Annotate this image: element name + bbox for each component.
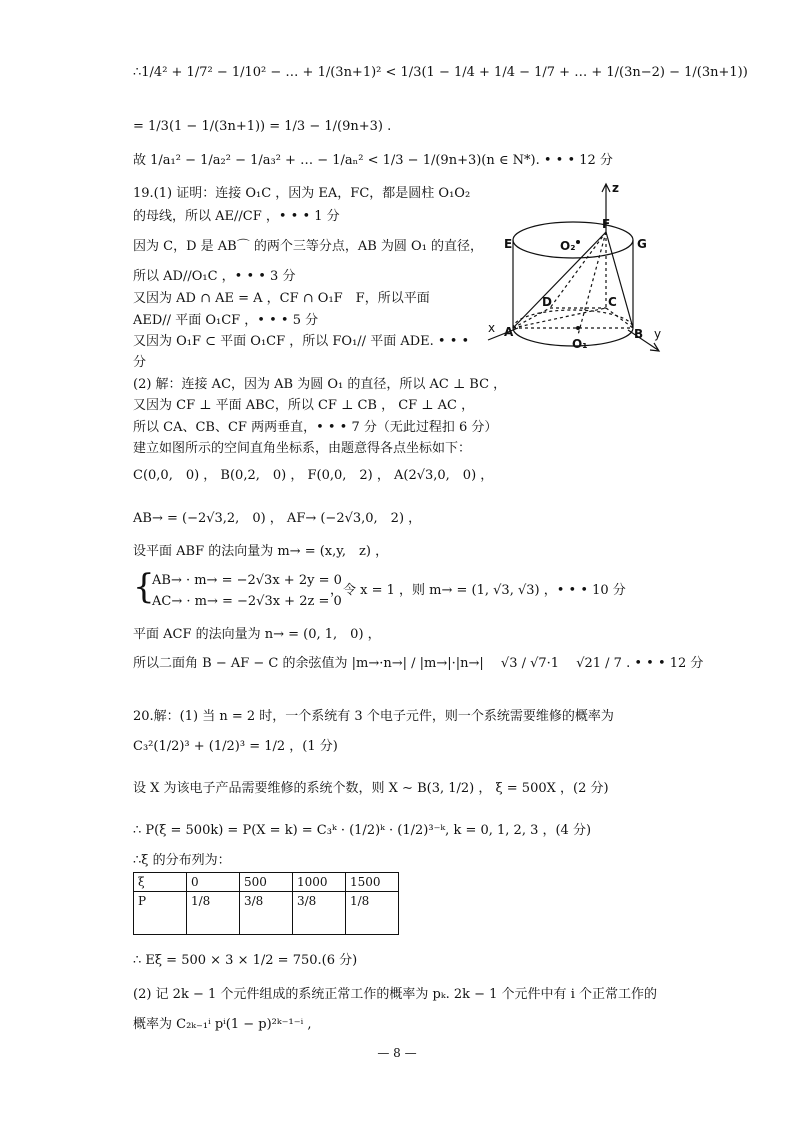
line-24: 设 X 为该电子产品需要维修的系统个数，则 X ∼ B(3, 1/2) ， ξ = 500X ，(2 分) [133, 781, 609, 796]
label-D: D [542, 295, 552, 309]
label-E: E [504, 237, 513, 251]
label-x: x [488, 321, 496, 335]
line-09: AED// 平面 O₁CF ，• • • 5 分 [133, 313, 319, 328]
line-18: 设平面 ABF 的法向量为 m→ = (x,y, z) ， [133, 544, 389, 559]
label-z: z [612, 181, 619, 195]
label-C: C [608, 295, 617, 309]
point-O1 [576, 326, 580, 330]
page-number: — 8 — [377, 1046, 417, 1060]
line-06: 因为 C，D 是 AB⌒ 的两个三等分点，AB 为圆 O₁ 的直径， [133, 239, 484, 254]
line-29: 概率为 C₂ₖ₋₁ⁱ pⁱ(1 − p)²ᵏ⁻¹⁻ⁱ , [133, 1017, 312, 1032]
label-A: A [504, 325, 514, 339]
table-cell: 1/8 [187, 892, 240, 935]
line-20: 平面 ACF 的法向量为 n→ = (0, 1, 0) ， [133, 627, 381, 642]
line-02: = 1/3(1 − 1/(3n+1)) = 1/3 − 1/(9n+3) . [133, 119, 392, 134]
line-19b: AC→ · m→ = −2√3x + 2z = 0 [152, 594, 342, 609]
table-cell: 500 [240, 873, 293, 892]
line-19c: ，令 x = 1 ，则 m→ = (1, √3, √3) ，• • • 10 分 [330, 583, 626, 598]
line-25: ∴ P(ξ = 500k) = P(X = k) = C₃ᵏ · (1/2)ᵏ · (1/2)³⁻ᵏ, k = 0, 1, 2, 3 ，(4 分) [133, 823, 592, 838]
line-27: ∴ Eξ = 500 × 3 × 1/2 = 750.(6 分) [133, 953, 358, 968]
cylinder-figure [478, 180, 668, 360]
line-10: 又因为 O₁F ⊂ 平面 O₁CF ，所以 FO₁// 平面 ADE. • • • [133, 334, 470, 349]
label-G: G [637, 237, 647, 251]
label-O1: O₁ [572, 337, 588, 351]
line-08: 又因为 AD ∩ AE = A ，CF ∩ O₁F F，所以平面 [133, 291, 430, 306]
label-B: B [634, 327, 644, 341]
line-15: 建立如图所示的空间直角坐标系，由题意得各点坐标如下： [133, 441, 472, 456]
line-19a: AB→ · m→ = −2√3x + 2y = 0 [152, 573, 342, 588]
table-row [134, 892, 399, 935]
system-brace: { [133, 567, 155, 607]
line-22: 20.解：(1) 当 n = 2 时，一个系统有 3 个电子元件，则一个系统需要维修的概率为 [133, 709, 614, 724]
line-03: 故 1/a₁² − 1/a₂² − 1/a₃² + … − 1/aₙ² < 1/3 − 1/(9n+3)(n ∈ N*). • • • 12 分 [133, 153, 613, 168]
line-21: 所以二面角 B − AF − C 的余弦值为 |m→·n→| / |m→|·|n→| √3 / √7·1 √21 / 7 . • • • 12 分 [133, 656, 704, 671]
line-26: ∴ξ 的分布列为： [133, 853, 231, 868]
line-05: 的母线，所以 AE//CF ，• • • 1 分 [133, 209, 340, 224]
label-O2: O₂ [560, 239, 576, 253]
distribution-table [133, 872, 399, 935]
table-cell: 3/8 [240, 892, 293, 935]
table-cell: 3/8 [293, 892, 346, 935]
line-23: C₃²(1/2)³ + (1/2)³ = 1/2 ，(1 分) [133, 739, 338, 754]
line-13: 又因为 CF ⊥ 平面 ABC，所以 CF ⊥ CB ， CF ⊥ AC ， [133, 398, 475, 413]
line-12: (2) 解：连接 AC，因为 AB 为圆 O₁ 的直径，所以 AC ⊥ BC ， [133, 377, 507, 392]
table-cell: 1500 [346, 873, 399, 892]
table-cell: 1/8 [346, 892, 399, 935]
line-04: 19.(1) 证明：连接 O₁C ，因为 EA，FC，都是圆柱 O₁O₂ [133, 186, 471, 201]
table-cell: 0 [187, 873, 240, 892]
label-F: F [602, 217, 611, 231]
line-28: (2) 记 2k − 1 个元件组成的系统正常工作的概率为 pₖ. 2k − 1 个元件中有 i 个正常工作的 [133, 987, 657, 1002]
label-y: y [654, 327, 662, 341]
line-11: 分 [133, 355, 147, 370]
point-O2 [576, 240, 580, 244]
line-CB [606, 308, 633, 328]
line-AD [513, 308, 550, 328]
line-07: 所以 AD//O₁C ，• • • 3 分 [133, 269, 296, 284]
table-cell: 1000 [293, 873, 346, 892]
line-17: AB→ = (−2√3,2, 0) ， AF→ (−2√3,0, 2) ， [133, 511, 422, 526]
line-14: 所以 CA、CB、CF 两两垂直，• • • 7 分（无此过程扣 6 分） [133, 420, 498, 435]
line-16: C(0,0, 0) ， B(0,2, 0) ， F(0,0, 2) ， A(2√3,0, 0) ， [133, 468, 494, 483]
line-01: ∴1/4² + 1/7² − 1/10² − … + 1/(3n+1)² < 1/3(1 − 1/4 + 1/4 − 1/7 + … + 1/(3n−2) − 1/(3n+1)) [133, 65, 748, 80]
line-FO1 [578, 232, 606, 335]
table-cell: ξ [134, 873, 187, 892]
table-header-row [134, 873, 399, 892]
line-AC [513, 308, 606, 328]
table-cell: P [134, 892, 187, 935]
bottom-back-arc [513, 310, 633, 328]
